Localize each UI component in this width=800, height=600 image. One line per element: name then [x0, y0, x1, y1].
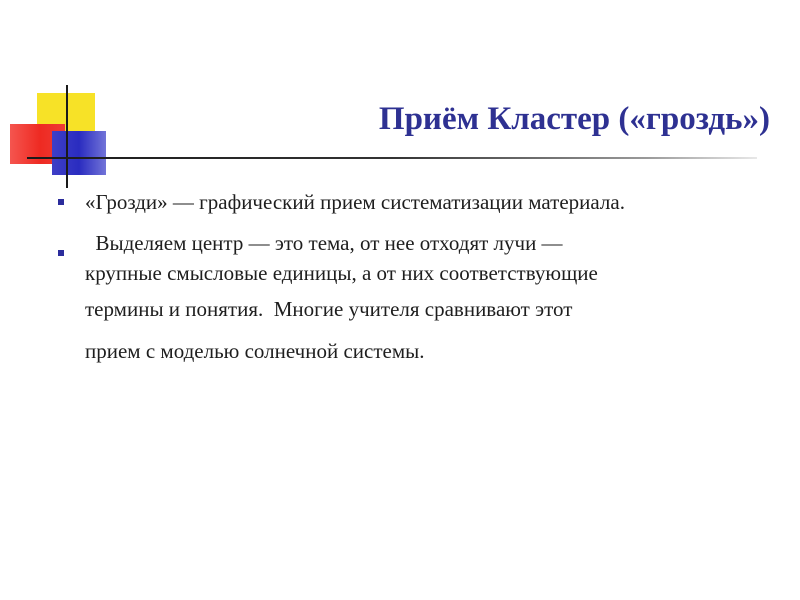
title-underline [27, 157, 757, 159]
bullet-text-line: прием с моделью солнечной системы. [85, 339, 425, 363]
bullet-item-1 [50, 182, 770, 222]
bullet-text-line: Выделяем центр — это тема, от нее отходят лучи — [85, 231, 563, 255]
bullet-text: «Грозди» — графический прием систематизации материала. [85, 190, 625, 214]
decor-vertical-line [66, 85, 68, 188]
slide-title: Приём Кластер («гроздь») [378, 101, 770, 137]
decor-blue-square [52, 131, 106, 175]
bullet-list [50, 182, 770, 372]
square-bullet-icon [58, 250, 64, 256]
square-bullet-icon [58, 199, 64, 205]
bullet-text-line: крупные смысловые единицы, а от них соответствующие [85, 261, 598, 285]
bullet-item-2 [50, 228, 770, 372]
bullet-text-line: термины и понятия. Многие учителя сравнивают этот [85, 297, 573, 321]
